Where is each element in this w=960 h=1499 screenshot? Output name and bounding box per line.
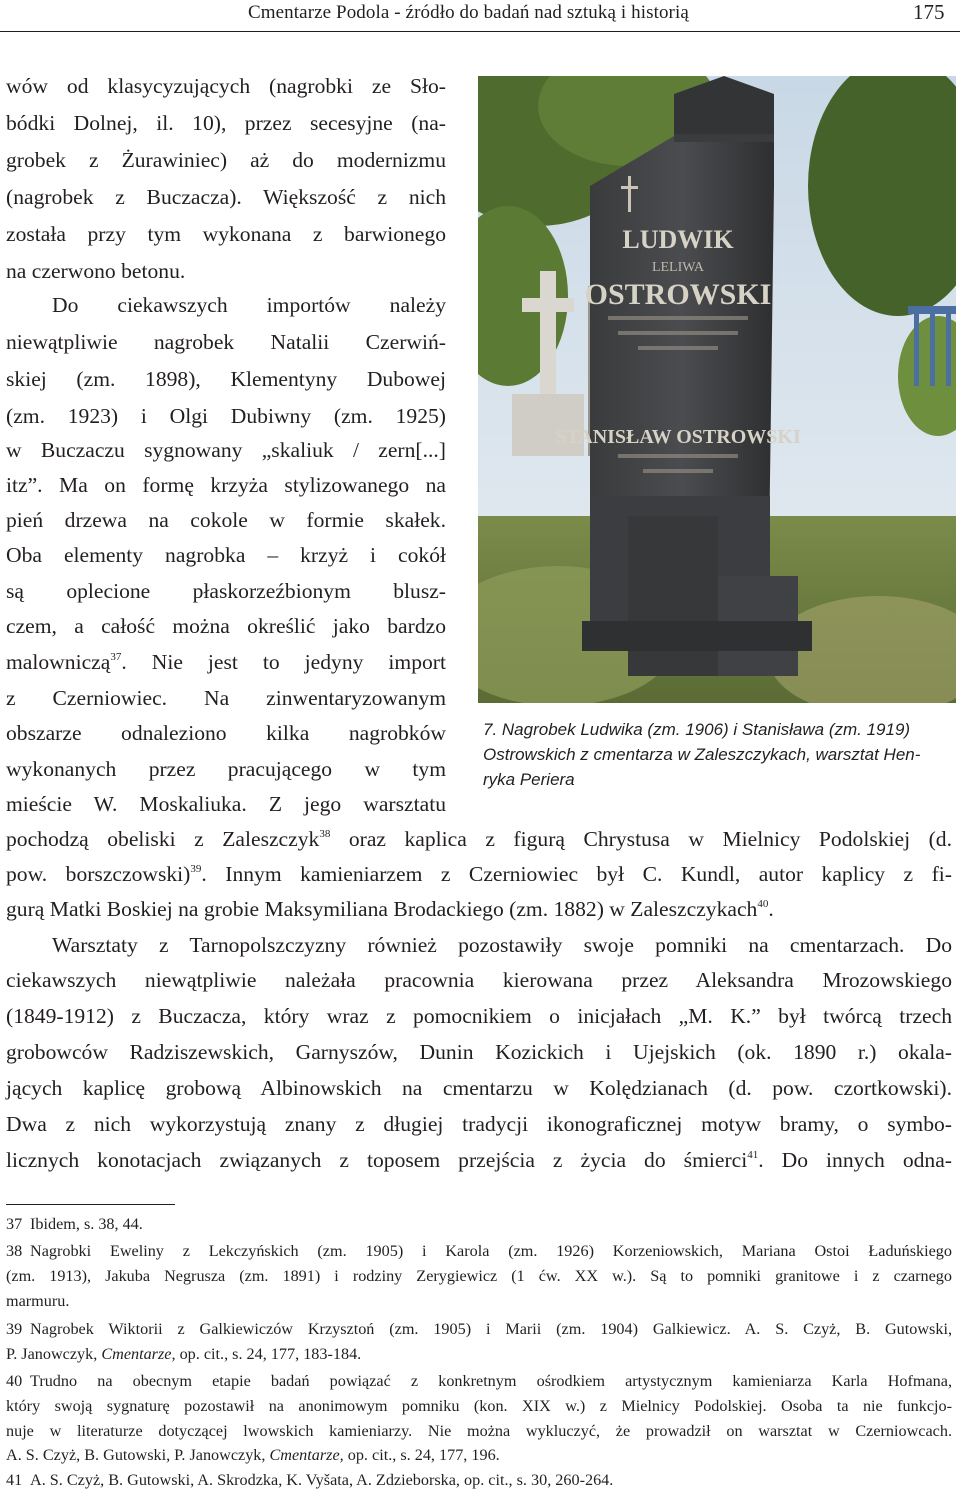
text-line: ciekawszych niewątpliwie należała pracownia kierowana przez Aleksandra Mrozowskiego xyxy=(6,968,952,992)
stone-surname-1: OSTROWSKI xyxy=(584,278,772,311)
footnote-number: 38 xyxy=(6,1242,23,1260)
text-span: . Nie jest to jedyny import xyxy=(121,650,446,674)
footnote-ref[interactable]: 37 xyxy=(110,651,122,663)
page-number: 175 xyxy=(913,0,945,24)
footnote-line: który swoją sygnaturę pozostawił na anonimowym pomniku (kon. XIX w.) z Mielnicy Podolskiej. Osoba ta nie funkcjo- xyxy=(6,1397,952,1415)
text-span: pow. borszczowski) xyxy=(6,862,191,886)
text-line: obszarze odnaleziono kilka nagrobków xyxy=(6,721,446,745)
footnote-number: 37 xyxy=(6,1215,23,1233)
text-line: na czerwono betonu. xyxy=(6,259,186,283)
text-span: . Innym kamieniarzem z Czerniowiec był C. Kundl, autor kaplicy z fi- xyxy=(201,862,952,886)
footnote-rule xyxy=(6,1204,175,1205)
header-rule xyxy=(0,31,960,32)
footnote-ref[interactable]: 41 xyxy=(747,1149,759,1161)
text-line xyxy=(6,821,952,858)
text-line: Dwa z nich wykorzystują znany z długiej tradycji ikonograficznej motyw bramy, o symbo- xyxy=(6,1112,952,1136)
footnote-number: 39 xyxy=(6,1320,23,1338)
text-line xyxy=(6,644,446,681)
footnote-ref[interactable]: 40 xyxy=(757,898,769,910)
footnote-line: marmuru. xyxy=(6,1292,70,1310)
footnote-text: Nagrobki Eweliny z Lekczyńskich (zm. 1905) i Karola (zm. 1926) Korzeniowskich, Mariana Ostoi Ładuńskiego xyxy=(30,1242,952,1260)
footnote-41 xyxy=(6,1469,952,1492)
page-header xyxy=(0,0,960,34)
tombstone-photo xyxy=(478,76,956,703)
text-span: licznych konotacjach związanych z toposem przejścia z życia do śmierci xyxy=(6,1148,748,1172)
text-line: skiej (zm. 1898), Klementyny Dubowej xyxy=(6,367,446,391)
footnote-text: A. S. Czyż, B. Gutowski, P. Janowczyk, xyxy=(6,1446,270,1464)
text-line: są oplecione płaskorzeźbionym blusz- xyxy=(6,579,446,603)
text-line: w Buczaczu sygnowany „skaliuk / zern[...] xyxy=(6,438,446,462)
caption-line: Ostrowskich z cmentarza w Zaleszczykach, warsztat Hen- xyxy=(483,745,921,764)
footnote-text: P. Janowczyk, xyxy=(6,1345,102,1363)
footnote-title: Cmentarze, xyxy=(269,1446,344,1464)
text-line: Do ciekawszych importów należy xyxy=(52,293,446,317)
footnote-number: 41 xyxy=(6,1471,23,1489)
stone-name-1: LUDWIK xyxy=(622,225,734,254)
text-line: bódki Dolnej, il. 10), przez secesyjne (na- xyxy=(6,111,446,135)
footnote-line xyxy=(6,1444,952,1467)
stone-name-2: STANISŁAW OSTROWSKI xyxy=(555,426,801,448)
text-line: itz”. Ma on formę krzyża stylizowanego na xyxy=(6,473,446,497)
footnote-text: op. cit., s. 24, 177, 196. xyxy=(343,1446,500,1464)
stone-name-1b: LELIWA xyxy=(651,260,705,275)
text-line: wykonanych przez pracującego w tym xyxy=(6,757,446,781)
text-line: wów od klasycyzujących (nagrobki ze Sło- xyxy=(6,74,446,98)
text-line: Oba elementy nagrobka – krzyż i cokół xyxy=(6,543,446,567)
text-line: jących kaplicę grobową Albinowskich na cmentarzu w Kolędzianach (d. pow. czortkowski). xyxy=(6,1076,952,1100)
footnote-39 xyxy=(6,1318,952,1341)
text-line: pień drzewa na cokole w formie skałek. xyxy=(6,508,446,532)
footnote-text: A. S. Czyż, B. Gutowski, A. Skrodzka, K. Vyšata, A. Zdzieborska, op. cit., s. 30, 260-264. xyxy=(30,1471,614,1489)
text-line: grobek z Żurawiniec) aż do modernizmu xyxy=(6,148,446,172)
footnote-ref[interactable]: 38 xyxy=(319,828,331,840)
text-line: z Czerniowiec. Na zinwentaryzowanym xyxy=(6,686,446,710)
footnote-number: 40 xyxy=(6,1372,23,1390)
running-title: Cmentarze Podola - źródło do badań nad sztuką i historią xyxy=(248,2,689,23)
text-span: pochodzą obeliski z Zaleszczyk xyxy=(6,827,320,851)
text-line: (nagrobek z Buczacza). Większość z nich xyxy=(6,185,446,209)
text-line: (1849-1912) z Buczacza, który wraz z pomocnikiem o inicjałach „M. K.” był twórcą trzech xyxy=(6,1004,952,1028)
text-span: . Do innych odna- xyxy=(758,1148,952,1172)
footnote-title: Cmentarze, xyxy=(101,1345,176,1363)
text-line: czem, a całość można określić jako bardzo xyxy=(6,614,446,638)
footnote-40 xyxy=(6,1370,952,1393)
footnote-line xyxy=(6,1343,952,1366)
text-line xyxy=(6,1142,952,1179)
footnote-37 xyxy=(6,1213,952,1236)
text-line: mieście W. Moskaliuka. Z jego warsztatu xyxy=(6,792,446,816)
text-line: została przy tym wykonana z barwionego xyxy=(6,222,446,246)
text-line: grobowców Radziszewskich, Garnyszów, Dunin Kozickich i Ujejskich (ok. 1890 r.) okala- xyxy=(6,1040,952,1064)
footnote-line: (zm. 1913), Jakuba Negrusza (zm. 1891) i rodziny Zerygiewicz (1 ćw. XX w.). Są to pomniki granitowe i z czarnego xyxy=(6,1267,952,1285)
text-line: Warsztaty z Tarnopolszczyzny również pozostawiły swoje pomniki na cmentarzach. Do xyxy=(52,933,952,957)
footnote-line: nuje w literaturze dotyczącej lwowskich kamieniarzy. Nie można wykluczyć, że prowadził on warsztat w Czerniowcach. xyxy=(6,1422,952,1440)
caption-line: 7. Nagrobek Ludwika (zm. 1906) i Stanisława (zm. 1919) xyxy=(483,720,911,739)
footnote-ref[interactable]: 39 xyxy=(190,863,202,875)
caption-line: ryka Periera xyxy=(483,770,575,789)
text-span: malowniczą xyxy=(6,650,111,674)
footnote-38 xyxy=(6,1240,952,1263)
footnote-text: Trudno na obecnym etapie badań powiązać z konkretnym ośrodkiem artystycznym kamieniarza Karla Hofmana, xyxy=(30,1372,952,1390)
text-line xyxy=(6,856,952,893)
figure-photo xyxy=(478,76,956,703)
footnote-text: Nagrobek Wiktorii z Galkiewiczów Krzysztoń (zm. 1905) i Marii (zm. 1904) Galkiewicz. A. S. Czyż, B. Gutowski, xyxy=(30,1320,952,1338)
text-span: gurą Matki Boskiej na grobie Maksymiliana Brodackiego (zm. 1882) w Zaleszczykach xyxy=(6,897,758,921)
text-line: niewątpliwie nagrobek Natalii Czerwiń- xyxy=(6,330,446,354)
footnote-text: op. cit., s. 24, 177, 183-184. xyxy=(175,1345,362,1363)
text-line: gurą Matki Boskiej na grobie Maksymiliana Brodackiego (zm. 1882) w Zaleszczykach$^{40}$. xyxy=(6,897,774,921)
text-span: oraz kaplica z figurą Chrystusa w Mielnicy Podolskiej (d. xyxy=(330,827,952,851)
text-line: (zm. 1923) i Olgi Dubiwny (zm. 1925) xyxy=(6,404,446,428)
footnote-text: Ibidem, s. 38, 44. xyxy=(30,1215,143,1233)
